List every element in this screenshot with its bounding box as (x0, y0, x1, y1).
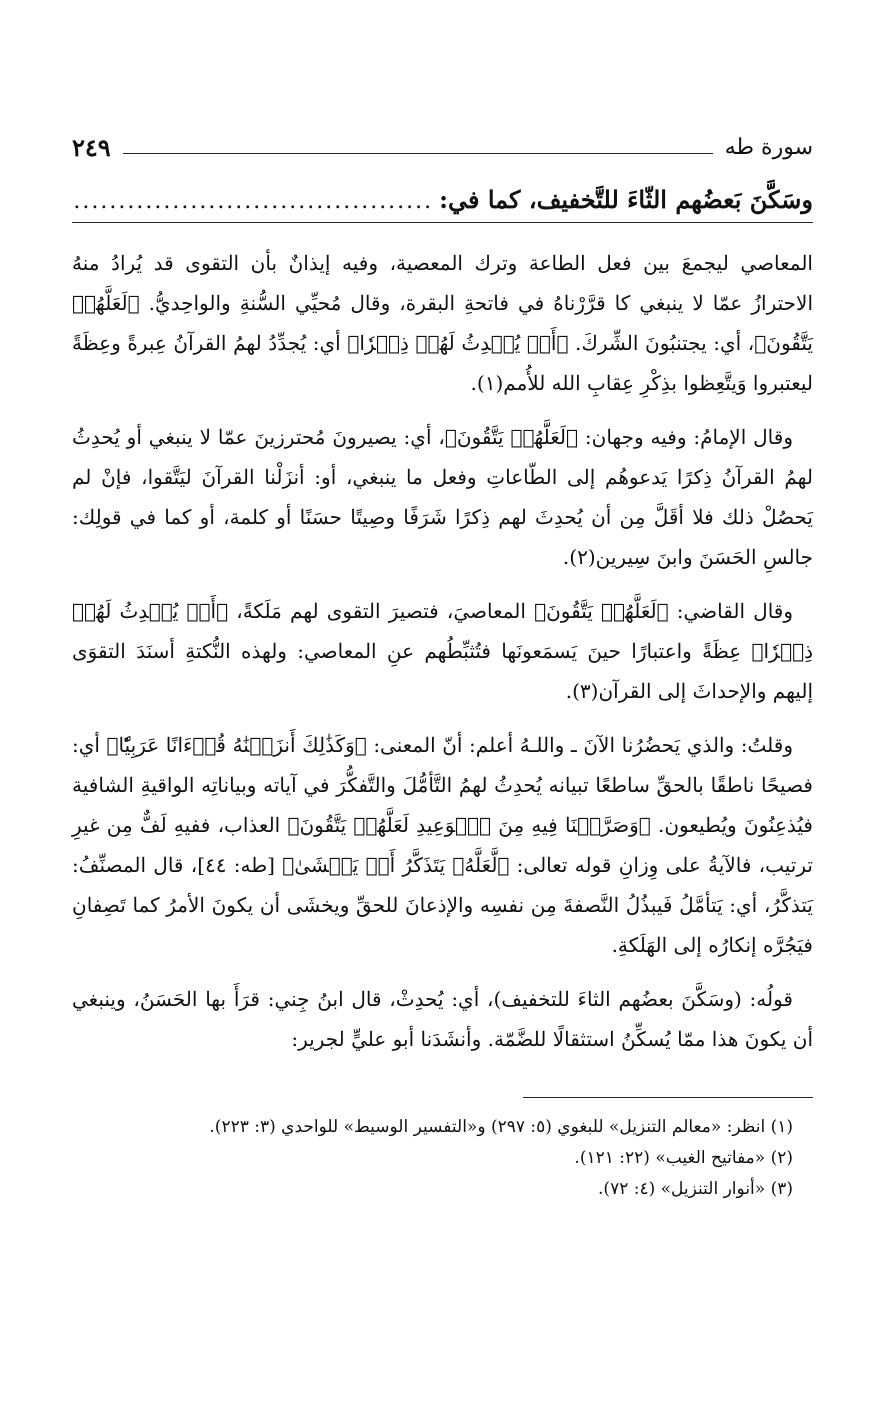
paragraph: المعاصي ليجمعَ بين فعل الطاعة وترك المعصية، وفيه إيذانٌ بأن التقوى قد يُرادُ منهُ الاحترازُ عمّا لا ينبغي كا قرَّرْناهُ في فاتحةِ البقرة، وقال مُحيِّي السُّنةِ والواحِديُّ. ﴿لَعَلَّهُمۡ يَتَّقُونَ﴾، أي: يجتنبُونَ الشِّركَ. ﴿أَوۡ يُحۡدِثُ لَهُمۡ ذِكۡرٗا﴾ أي: يُجدِّدُ لهمُ القرآنُ عِبرةً وعِظَةً ليعتبروا وَيتَّعِظوا بذِكْرِ عِقابِ الله للأُمم(١). (72, 251, 813, 395)
footnote-rule (523, 1097, 813, 1098)
running-header (72, 118, 813, 162)
section-heading-dots: ........................................ (73, 189, 434, 214)
header-rule (123, 153, 713, 154)
footnote: (٣) «أنوار التنزيل» (٤: ٧٢). (598, 1179, 793, 1199)
section-heading-text: وسَكَّنَ بَعضُهم الثّاءَ للتَّخفيف، كما في: (439, 185, 813, 214)
footnote: (١) انظر: «معالم التنزيل» للبغوي (٥: ٢٩٧) و«التفسير الوسيط» للواحدي (٣: ٢٢٣). (209, 1117, 793, 1137)
footnote: (٢) «مفاتيح الغيب» (٢٢: ١٢١). (574, 1148, 793, 1168)
paragraph: قولُه: (وسَكَّنَ بعضُهم الثاءَ للتخفيف)، أي: يُحدِثْ، قال ابنُ جِني: قرَأَ بها الحَسَنُ، وينبغي أن يكونَ هذا ممّا يُسكِّنُ استثقالًا للضَّمّة. وأنشَدَنا أبو عليٍّ لجرير: (72, 987, 813, 1051)
paragraph: وقال القاضي: ﴿لَعَلَّهُمۡ يَتَّقُونَ﴾ المعاصيَ، فتصيرَ التقوى لهم مَلَكةً، ﴿أَوۡ يُحۡدِثُ لَهُمۡ ذِكۡرٗا﴾ عِظَةً واعتبارًا حينَ يَسمَعونَها فتُثبِّطُهم عنِ المعاصي: ولهذه النُّكتةِ أسنَدَ التقوَى إليهم والإحداثَ إلى القرآن(٣). (72, 599, 813, 703)
heading-rule (72, 222, 813, 223)
page-number: ٢٤٩ (72, 133, 111, 162)
paragraph: وقال الإمامُ: وفيه وجهان: ﴿لَعَلَّهُمۡ يَتَّقُونَ﴾، أي: يصيرونَ مُحترزينَ عمّا لا ينبغي أو يُحدِثُ لهمُ القرآنُ ذِكرًا يَدعوهُم إلى الطّاعاتِ وفعل ما ينبغي، أو: أنزَلْنا القرآنَ ليَتَّقوا، فإنْ لم يَحصُلْ ذلك فلا أقَلَّ مِن أن يُحدِثَ لهم ذِكرًا شَرَفًا وصِيتًا حسَنًا أو كلمة، أو كما في قولِك: جالسِ الحَسَنَ وابنَ سِيرين(٢). (72, 425, 813, 569)
book-page (72, 118, 813, 1351)
surah-title: سورة طه (724, 135, 813, 160)
footnotes (72, 1112, 813, 1205)
section-heading (72, 178, 813, 218)
commentary-body (72, 243, 813, 1059)
paragraph: وقلتُ: والذي يَحضُرُنا الآنَ ـ واللـهُ أعلم: أنّ المعنى: ﴿وَكَذَٰلِكَ أَنزَلۡنَٰهُ قُرۡءَانًا عَرَبِيّٗا﴾ أي: فصيحًا ناطقًا بالحقِّ ساطعًا تبيانه يُحدِثُ لهمُ التَّأمُّلَ والتَّفكُّرَ في آياته وبياناتِه الواقيةِ الشافية فيُذعِنُونَ ويُطيعون. ﴿وَصَرَّفۡنَا فِيهِ مِنَ ٱلۡوَعِيدِ لَعَلَّهُمۡ يَتَّقُونَ﴾ العذاب، ففيهِ لَفٌّ مِن غيرِ ترتيب، فالآيةُ على وِزانِ قوله تعالى: ﴿لَّعَلَّهُۥ يَتَذَكَّرُ أَوۡ يَخۡشَىٰ﴾ [طه: ٤٤]، قال المصنِّفُ: يَتذكَّرُ، أي: يَتأمَّلُ فَيبذُلُ النَّصفةَ مِن نفسِه والإذعانَ للحقِّ ويخشَى أن يكونَ الأمرُ كما تَصِفانِ فيَجُرَّه إنكارُه إلى الهَلَكةِ. (72, 733, 813, 957)
